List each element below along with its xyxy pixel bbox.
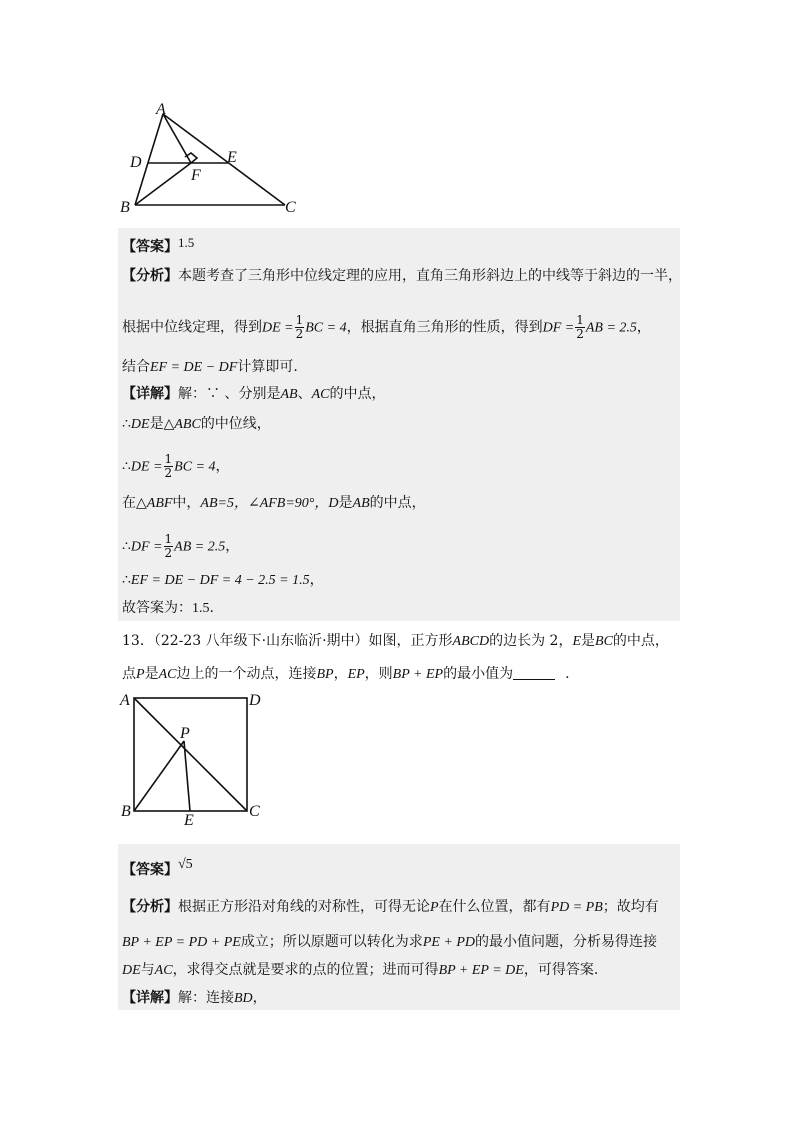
detail-tag: 【详解】 [122, 386, 178, 402]
tri-label-A: A [156, 101, 166, 118]
analysis-13-line-2 [122, 932, 657, 953]
text: 解：连接 [178, 990, 234, 1006]
text: ，求得交点就是要求的点的位置；进而可得 [172, 962, 439, 978]
analysis-text: 本题考查了三角形中位线定理的应用，直角三角形斜边上的中线等于斜边的一半， [178, 268, 682, 284]
text: 是 [581, 633, 596, 649]
square-figure [118, 688, 278, 828]
math: AB [352, 496, 370, 511]
answer-value: 1.5 [178, 235, 195, 250]
math: DF = [542, 320, 575, 336]
math: AB [280, 387, 298, 402]
text: 根据中位线定理，得到 [122, 319, 262, 336]
text: 根据正方形沿对角线的对称性，可得无论 [178, 899, 430, 915]
detail-13-line-1 [122, 988, 267, 1009]
text: 的边长为 2， [489, 633, 573, 649]
denominator: 2 [295, 327, 304, 341]
text: ， [252, 990, 267, 1006]
tri-label-D: D [130, 154, 142, 171]
tri-label-B: B [120, 199, 130, 216]
math: △ABC [163, 417, 201, 432]
text: 解：∵ 、分别是 [178, 386, 281, 402]
math: ABCD [452, 634, 490, 649]
sq-label-C: C [249, 803, 260, 820]
detail-line-3 [122, 453, 230, 480]
text: ，根据直角三角形的性质，得到 [346, 319, 543, 336]
fraction-half [164, 533, 174, 560]
math: AC [154, 963, 173, 978]
text: 故答案为： [122, 600, 192, 616]
text: 、 [297, 386, 312, 402]
math: BC = 4 [305, 320, 347, 336]
math: PE + PD [422, 935, 476, 950]
math: DE [130, 417, 150, 432]
fraction-half [164, 453, 174, 480]
text: ，则 [364, 666, 393, 682]
math: BD [234, 991, 253, 1006]
numerator: 1 [164, 532, 173, 546]
text: 是 [149, 416, 164, 432]
fraction-half [575, 314, 585, 341]
text: ， [333, 666, 348, 682]
analysis-line-2 [122, 314, 651, 341]
text: 是 [144, 666, 159, 682]
text: 与 [140, 962, 155, 978]
question-13-line-2 [122, 664, 570, 685]
text: 计算即可. [237, 359, 298, 375]
math: BC [595, 634, 613, 649]
math: EF = DE − DF = 4 − 2.5 = 1.5 [130, 573, 310, 588]
text: 13．（22-23 八年级下·山东临沂·期中）如图，正方形 [122, 633, 453, 649]
sq-label-A: A [120, 692, 130, 709]
text: ，可得答案. [523, 962, 599, 978]
math: D [328, 496, 339, 511]
math: AB = 2.5 [585, 320, 637, 336]
answer-tag: 【答案】 [122, 862, 178, 878]
denominator: 2 [164, 466, 173, 480]
answer-blank [513, 665, 555, 680]
answer-line-12 [122, 233, 194, 257]
text: 的中点， [612, 633, 669, 649]
analysis-tag: 【分析】 [122, 268, 178, 284]
text: . [565, 666, 570, 682]
detail-line-6 [122, 570, 324, 591]
math: E [572, 634, 582, 649]
math: BP + EP = PD + PE [122, 935, 241, 950]
sq-label-D: D [249, 692, 261, 709]
text: 的中位线， [200, 416, 271, 432]
analysis-13-line-1 [122, 897, 659, 918]
text: ， [215, 458, 230, 475]
math: P [136, 667, 145, 682]
math: BP + EP = DE [438, 963, 524, 978]
text: 的中点， [329, 386, 386, 402]
math: AB = 2.5 [174, 539, 226, 555]
answer-tag: 【答案】 [122, 239, 178, 255]
math: BC = 4 [174, 459, 216, 475]
text: 的中点， [369, 495, 426, 511]
triangle-figure [115, 100, 315, 220]
detail-line-4 [122, 493, 426, 514]
sq-label-E: E [184, 812, 194, 828]
answer-line-13 [122, 855, 193, 880]
text: 结合 [122, 359, 150, 375]
numerator: 1 [295, 313, 304, 327]
text: ；故均有 [602, 899, 659, 915]
math: PD = PB [550, 900, 603, 915]
tri-label-F: F [191, 167, 201, 184]
detail-line-5 [122, 533, 239, 560]
text: ， [225, 538, 240, 555]
math: BP [316, 667, 334, 682]
math: AC [311, 387, 330, 402]
math: DE [122, 963, 141, 978]
denominator: 2 [576, 327, 584, 341]
question-13-line-1 [122, 631, 669, 652]
sq-label-P: P [180, 725, 190, 742]
detail-tag: 【详解】 [122, 990, 178, 1006]
math: △ABF [136, 496, 173, 511]
math: EF = DE − DF [150, 360, 238, 375]
analysis-13-line-3 [122, 960, 598, 981]
detail-line-2 [122, 414, 271, 435]
text: 的最小值问题，分析易得连接 [475, 934, 658, 950]
numerator: 1 [164, 452, 173, 466]
math: DF = [130, 539, 163, 555]
fraction-half [295, 314, 305, 341]
detail-line-1 [122, 384, 385, 405]
text: 中， [172, 495, 201, 511]
math: 1.5 [192, 601, 210, 616]
numerator: 1 [576, 313, 584, 327]
text: 边上的一个动点，连接 [176, 666, 317, 682]
text: ， [309, 572, 324, 588]
tri-label-C: C [285, 199, 296, 216]
math: DE = [262, 320, 294, 336]
math: AC [158, 667, 177, 682]
math: P [430, 900, 439, 915]
math: EP [347, 667, 365, 682]
therefore-symbol: ∴ [122, 416, 131, 432]
therefore-symbol: ∴ [122, 572, 131, 588]
text: 的最小值为 [443, 666, 514, 682]
therefore-symbol: ∴ [122, 458, 131, 475]
math: AB=5，∠AFB=90°， [200, 496, 329, 511]
analysis-tag: 【分析】 [122, 899, 178, 915]
detail-line-7 [122, 598, 214, 619]
analysis-line-1 [122, 266, 682, 286]
denominator: 2 [164, 546, 173, 560]
text: 是 [338, 495, 353, 511]
solution-panel-13 [118, 844, 680, 1010]
sq-label-B: B [121, 803, 131, 820]
math: BP + EP [392, 667, 444, 682]
text: 在什么位置，都有 [438, 899, 551, 915]
math: DE = [130, 459, 163, 475]
text: 点 [122, 666, 136, 682]
therefore-symbol: ∴ [122, 538, 131, 555]
text: ， [636, 319, 651, 336]
text: 在 [122, 495, 136, 511]
text: . [209, 600, 214, 616]
text: 成立；所以原题可以转化为求 [240, 934, 423, 950]
answer-value: √5 [178, 857, 193, 872]
tri-label-E: E [227, 149, 237, 166]
analysis-line-3 [122, 357, 298, 378]
